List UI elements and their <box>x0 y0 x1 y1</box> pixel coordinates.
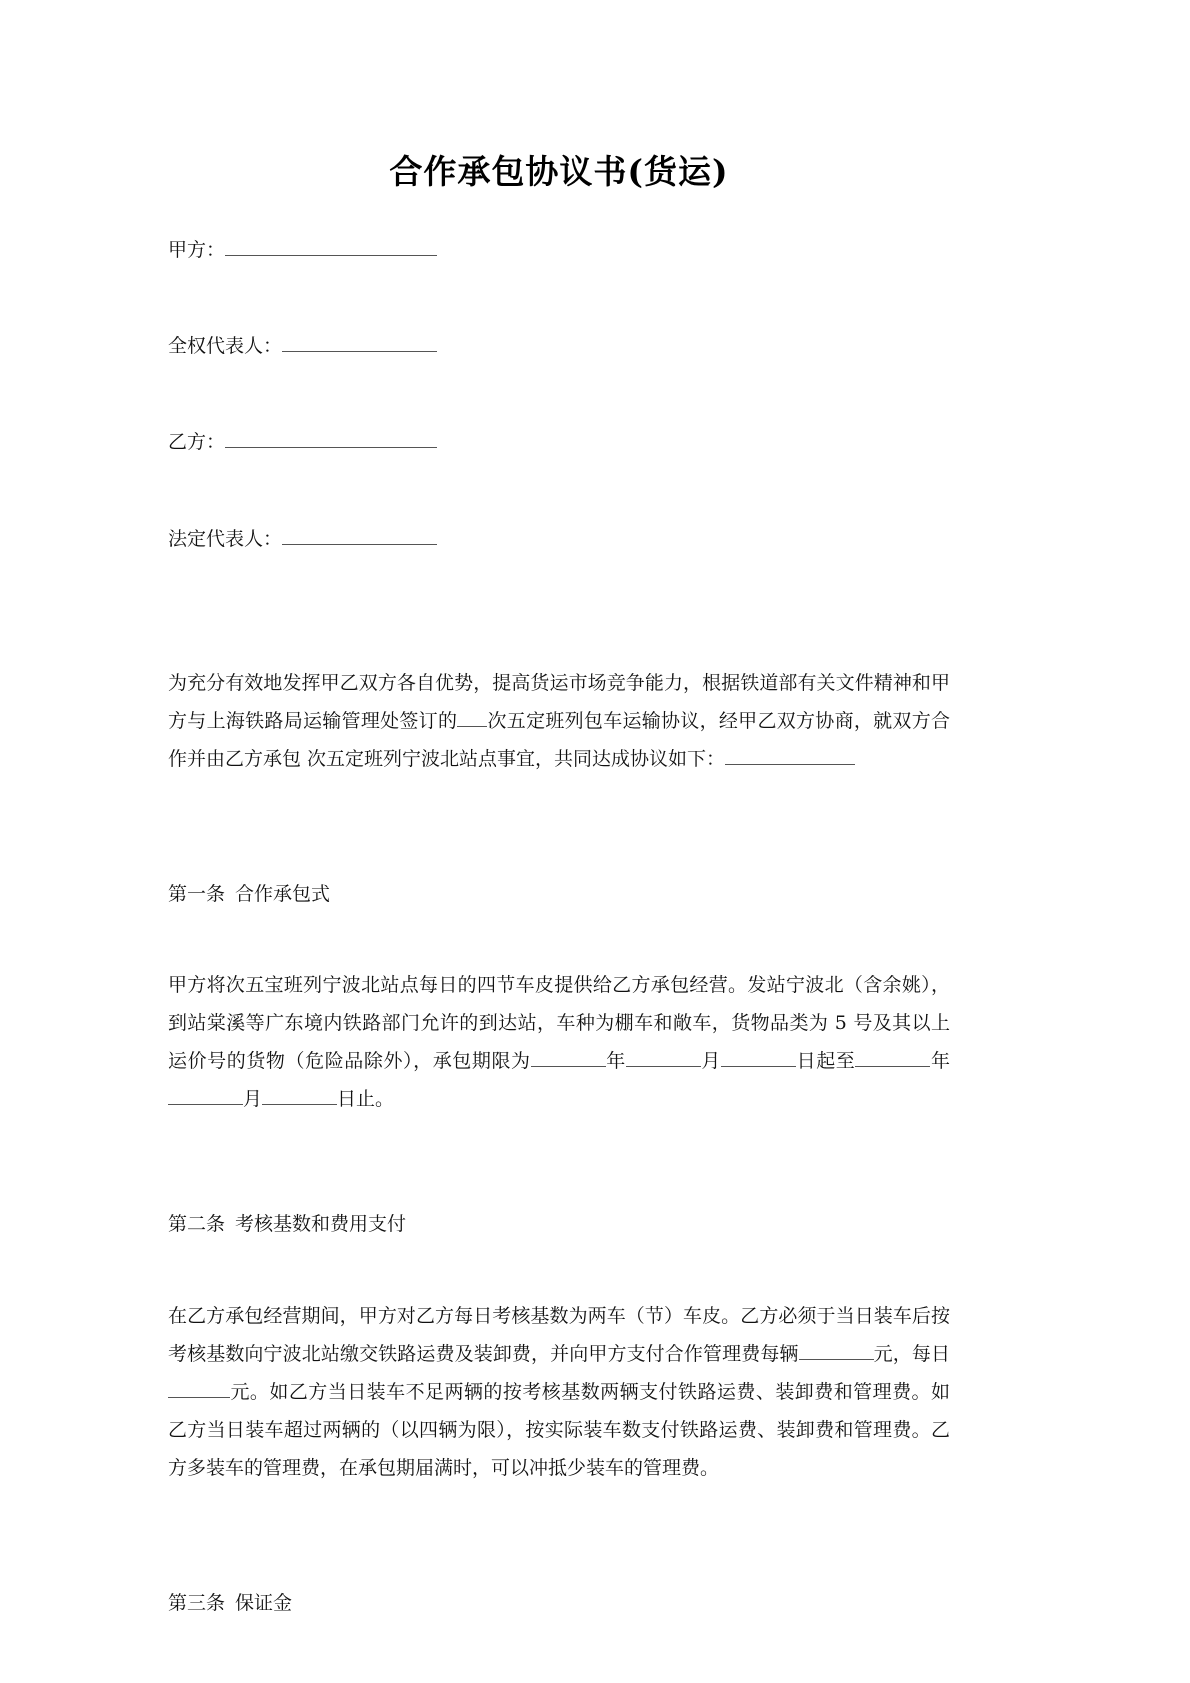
article-1-body <box>168 966 950 1118</box>
article-1-text-part1: 甲方将次五宝班列宁波北站点每日的四节车皮提供给乙方承包经营。发站宁波北（含余姚），到站棠溪等广东境内铁路部门允许的到达站，车种为棚车和敞车，货物品类为 5 号及其以上运价号的货物（危险品除外），承包期限为 <box>168 974 950 1073</box>
field-party-a-input[interactable] <box>225 235 437 256</box>
article-1-number: 第一条 <box>168 883 226 906</box>
article-1-blank-month-end[interactable] <box>168 1084 243 1105</box>
field-party-a <box>168 235 950 265</box>
field-party-b-label: 乙方： <box>168 431 226 454</box>
preamble-text-part1: 为充分有效地发挥甲乙双方各自优势，提高货运市场竞争能力，根据铁道部有关文件精神和甲方与上海铁路局运输管理处签订的 <box>168 672 950 733</box>
article-3-number: 第三条 <box>168 1591 226 1614</box>
article-3-heading <box>168 1587 950 1619</box>
article-1-text-part7: 日止。 <box>337 1088 395 1111</box>
article-2-text-part3: 元。如乙方当日装车不足两辆的按考核基数两辆支付铁路运费、装卸费和管理费。如乙方当日装车超过两辆的（以四辆为限），按实际装车数支付铁路运费、装卸费和管理费。乙方多装车的管理费，在承包期届满时，可以冲抵少装车的管理费。 <box>168 1380 950 1479</box>
article-1-text-part5: 年 <box>930 1050 950 1073</box>
article-2-title: 考核基数和费用支付 <box>235 1213 407 1236</box>
preamble-blank-1[interactable] <box>457 706 487 727</box>
article-1-title: 合作承包式 <box>235 883 331 906</box>
field-legal-rep-label: 法定代表人： <box>168 527 283 550</box>
article-1-blank-day-start[interactable] <box>721 1046 796 1067</box>
article-1-text-part2: 年 <box>605 1050 626 1073</box>
article-1-blank-year-start[interactable] <box>531 1046 606 1067</box>
article-2-heading <box>168 1208 950 1240</box>
article-2-text-part1: 在乙方承包经营期间，甲方对乙方每日考核基数为两车（节）车皮。乙方必须于当日装车后按考核基数向宁波北站缴交铁路运费及装卸费，并向甲方支付合作管理费每辆 <box>168 1304 950 1365</box>
article-2-blank-fee-per-day[interactable] <box>168 1377 230 1398</box>
article-1-heading <box>168 878 950 910</box>
article-2-text-part2: 元，每日 <box>873 1342 950 1365</box>
article-1-text-part3: 月 <box>700 1050 722 1073</box>
article-1-blank-month-start[interactable] <box>626 1046 701 1067</box>
field-party-a-label: 甲方： <box>168 238 226 261</box>
field-party-b <box>168 427 950 457</box>
article-1-blank-year-end[interactable] <box>855 1046 930 1067</box>
article-1-blank-day-end[interactable] <box>262 1084 337 1105</box>
field-authorized-rep <box>168 331 950 361</box>
page-title: 合作承包协议书(货运) <box>389 152 729 191</box>
preamble-text-part2: 次五定班列包车运输协议，经甲乙双方协商，就双方合作并由乙方承包 次五定班列宁波北站点事宜，共同达成协议如下： <box>168 710 950 771</box>
article-1-text-part4: 日起至 <box>796 1050 856 1073</box>
article-2-blank-fee-per-car[interactable] <box>799 1339 874 1360</box>
article-3-title: 保证金 <box>235 1591 293 1614</box>
field-legal-rep <box>168 524 950 554</box>
field-party-b-input[interactable] <box>225 427 437 448</box>
document-content <box>168 0 950 1619</box>
article-2-body <box>168 1297 950 1487</box>
field-authorized-rep-input[interactable] <box>282 331 437 352</box>
article-1-text-part6: 月 <box>243 1088 263 1111</box>
preamble-paragraph <box>168 664 950 778</box>
field-legal-rep-input[interactable] <box>282 524 437 545</box>
preamble-blank-2[interactable] <box>725 744 855 765</box>
field-authorized-rep-label: 全权代表人： <box>168 334 283 357</box>
article-2-number: 第二条 <box>168 1213 226 1236</box>
